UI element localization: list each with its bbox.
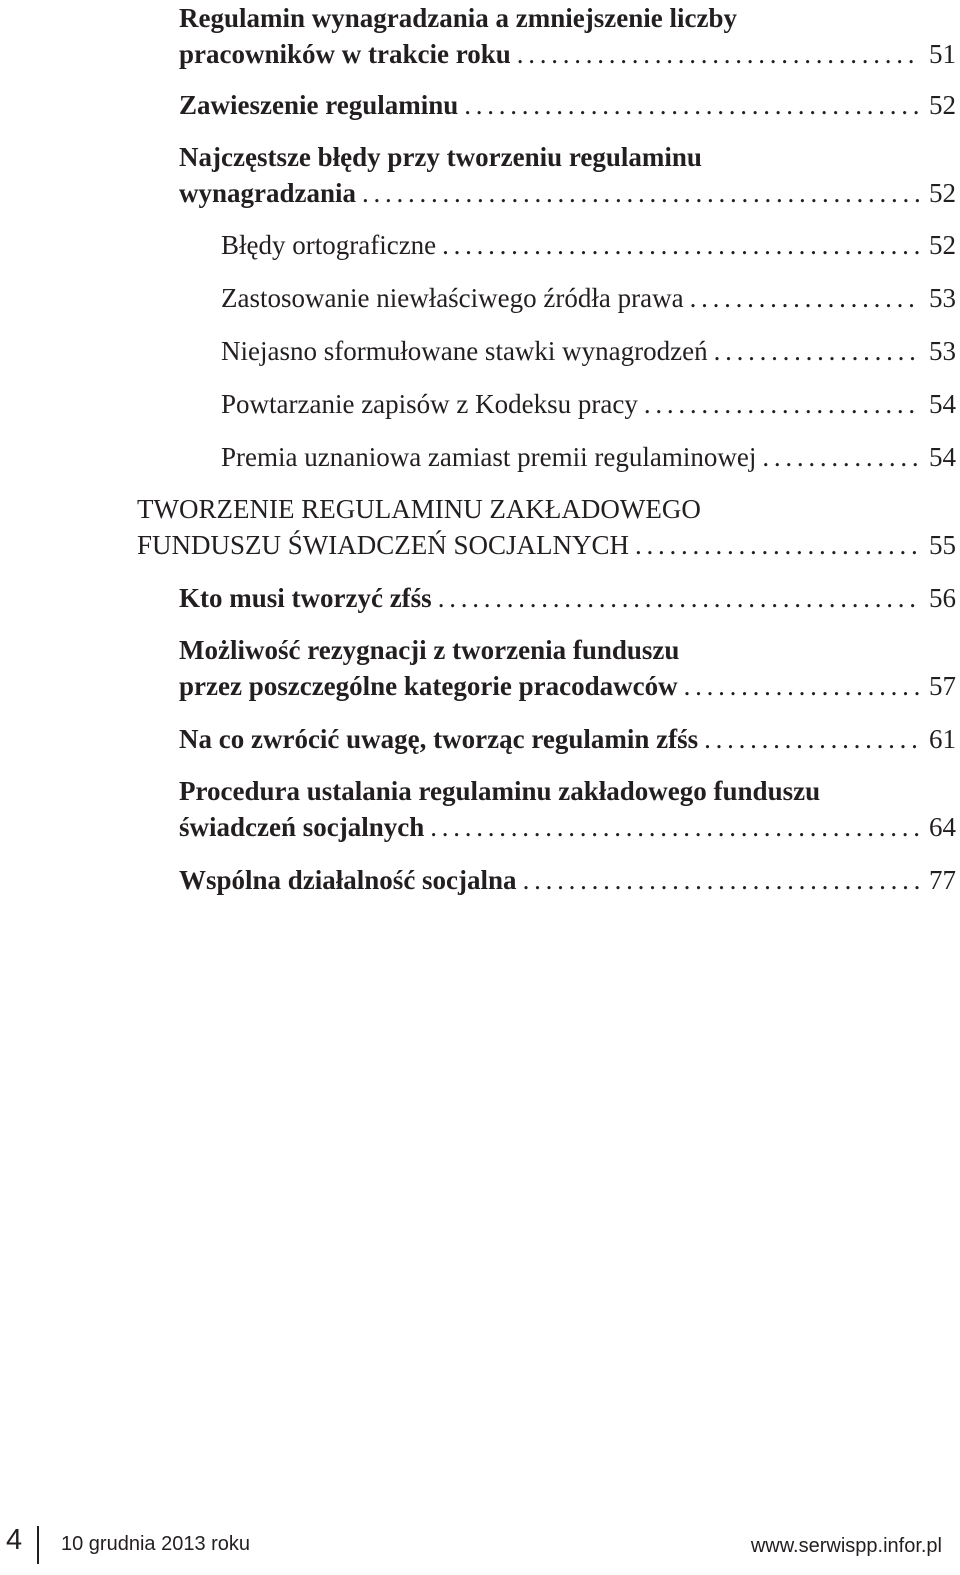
toc-entry-title: TWORZENIE REGULAMINU ZAKŁADOWEGO: [137, 494, 701, 524]
toc-page-number: 54: [929, 442, 956, 472]
toc-entry-title: Możliwość rezygnacji z tworzenia funduszu: [179, 635, 680, 665]
toc-entry: [179, 87, 956, 123]
toc-page-number: 52: [929, 90, 956, 120]
toc-entry-title: Najczęstsze błędy przy tworzeniu regulaminu: [179, 142, 702, 172]
toc-entry-title: Wspólna działalność socjalna: [179, 865, 517, 895]
footer-divider: [37, 1526, 39, 1564]
toc-entry-title: Procedura ustalania regulaminu zakładowego funduszu: [179, 776, 821, 806]
toc-entry: [179, 862, 956, 898]
toc-entry: [221, 439, 956, 475]
toc-entry: [179, 632, 956, 704]
toc-section-heading: [137, 491, 956, 563]
dot-leader: [635, 527, 920, 563]
dot-leader: [644, 386, 920, 422]
dot-leader: [690, 280, 920, 316]
toc-entry: [179, 721, 956, 757]
dot-leader: [762, 439, 920, 475]
toc-entry: [221, 280, 956, 316]
dot-leader: [523, 862, 920, 898]
toc-page-number: 54: [929, 389, 956, 419]
toc-entry: [179, 580, 956, 616]
footer-website: www.serwispp.infor.pl: [750, 1535, 942, 1557]
dot-leader: [517, 36, 920, 72]
dot-leader: [704, 721, 920, 757]
toc-entry-title: Błędy ortograficzne: [221, 230, 437, 260]
toc-page-number: 51: [929, 39, 956, 69]
dot-leader: [684, 668, 920, 704]
toc-entry-title: Powtarzanie zapisów z Kodeksu pracy: [221, 389, 638, 419]
toc-page-number: 57: [929, 671, 956, 701]
dot-leader: [464, 87, 920, 123]
toc-entry-title: Zastosowanie niewłaściwego źródła prawa: [221, 283, 684, 313]
dot-leader: [362, 175, 920, 211]
dot-leader: [714, 333, 920, 369]
toc-entry: [221, 333, 956, 369]
toc-page-number: 61: [929, 724, 956, 754]
toc-entry-title: Premia uznaniowa zamiast premii regulaminowej: [221, 442, 757, 472]
dot-leader: [430, 809, 920, 845]
toc-entry-title: FUNDUSZU ŚWIADCZEŃ SOCJALNYCH: [137, 530, 630, 560]
dot-leader: [442, 227, 920, 263]
toc-page-number: 52: [929, 230, 956, 260]
toc-entry-title: wynagradzania: [179, 178, 357, 208]
toc-entry-title: Kto musi tworzyć zfśs: [179, 583, 432, 613]
dot-leader: [438, 580, 920, 616]
toc-entry-title: Regulamin wynagradzania a zmniejszenie liczby: [179, 3, 737, 33]
toc-entry-title: świadczeń socjalnych: [179, 812, 425, 842]
toc-page-number: 56: [929, 583, 956, 613]
toc-page-number: 64: [929, 812, 956, 842]
toc-entry-title: przez poszczególne kategorie pracodawców: [179, 671, 678, 701]
toc-entry: [221, 227, 956, 263]
footer-date: 10 grudnia 2013 roku: [61, 1533, 251, 1555]
toc-entry: [221, 386, 956, 422]
toc-page-number: 53: [929, 336, 956, 366]
toc-entry-title: pracowników w trakcie roku: [179, 39, 511, 69]
page-footer: [0, 1522, 960, 1572]
toc-entry-title: Niejasno sformułowane stawki wynagrodzeń: [221, 336, 708, 366]
toc-page-number: 77: [929, 865, 956, 895]
toc-page-number: 53: [929, 283, 956, 313]
toc-entry: [179, 139, 956, 211]
footer-page-number: 4: [6, 1524, 23, 1556]
toc-entry-title: Zawieszenie regulaminu: [179, 90, 459, 120]
toc-entry-title: Na co zwrócić uwagę, tworząc regulamin zfśs: [179, 724, 699, 754]
toc-page-number: 52: [929, 178, 956, 208]
toc-entry: [179, 0, 956, 72]
toc-entry: [179, 773, 956, 845]
toc-page-number: 55: [929, 530, 956, 560]
